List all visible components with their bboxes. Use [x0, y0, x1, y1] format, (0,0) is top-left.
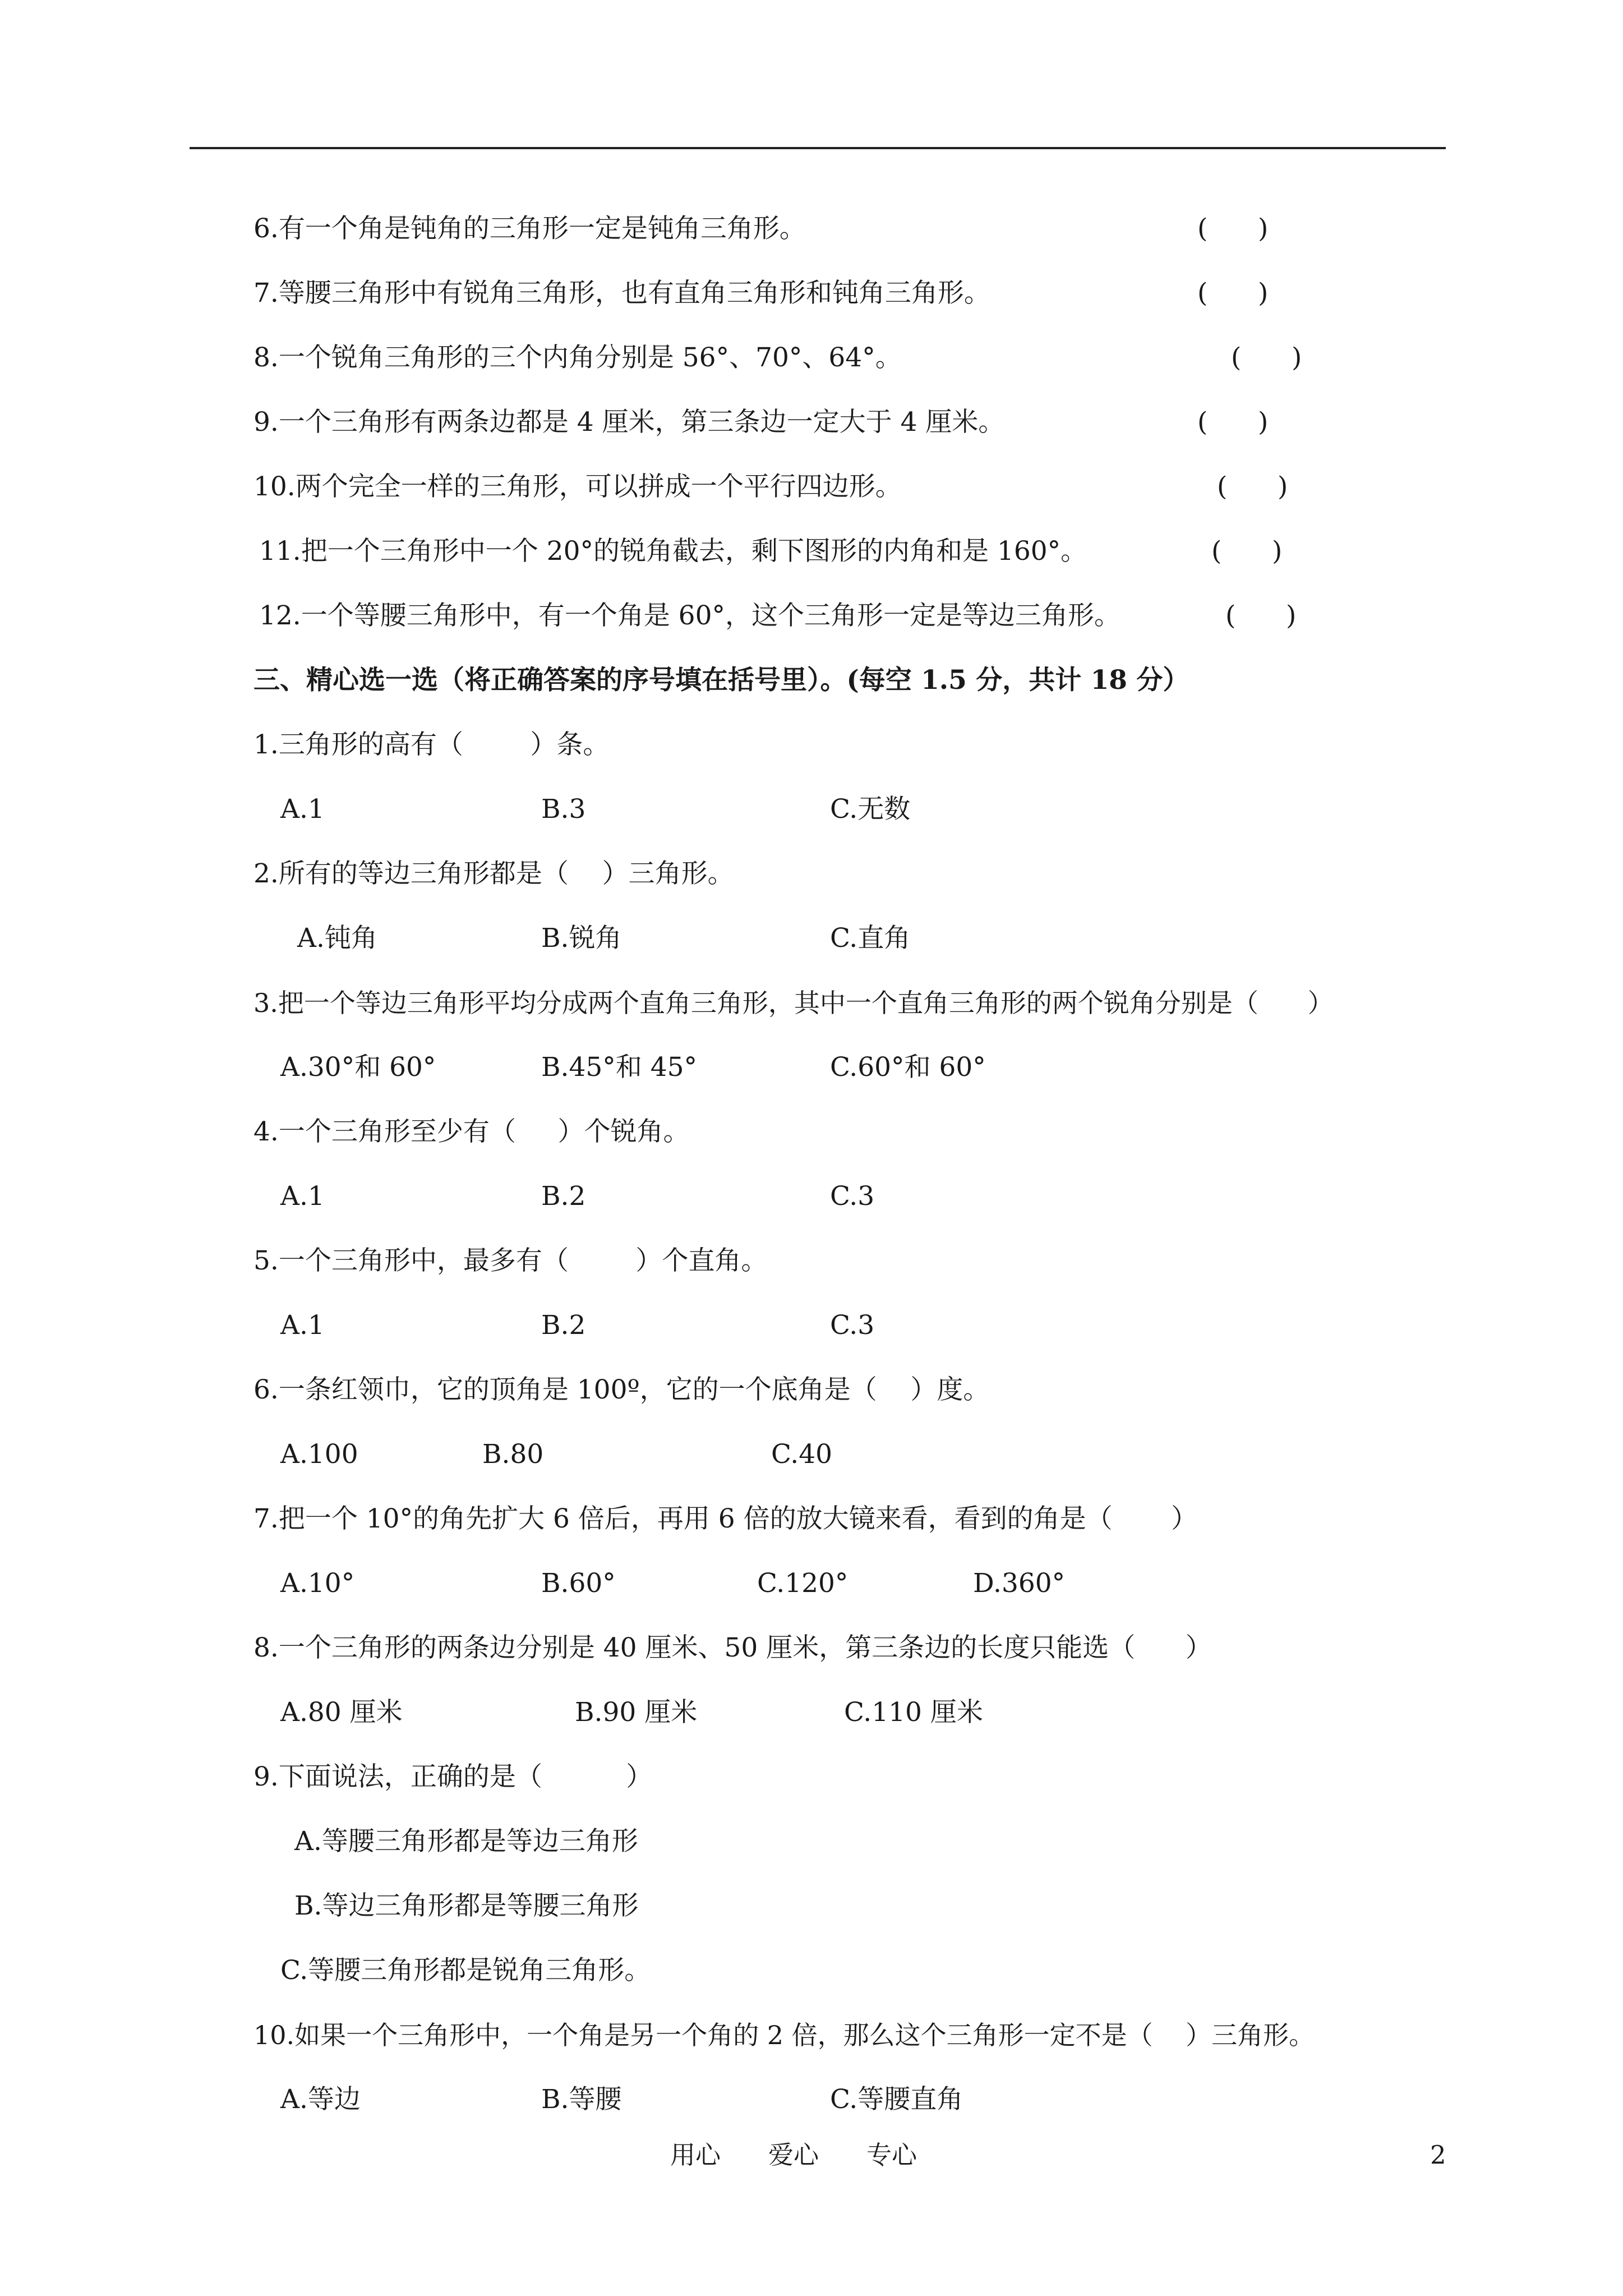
tf-item-8: 8.一个锐角三角形的三个内角分别是 56°、70°、64°。	[253, 342, 902, 373]
mc10-option-b[interactable]: B.等腰	[541, 2084, 622, 2115]
mc2-option-b[interactable]: B.锐角	[541, 923, 622, 954]
footer-right: 专心	[866, 2140, 917, 2170]
mc-question-5: 5.一个三角形中，最多有（ ）个直角。	[253, 1245, 768, 1276]
tf-item-11: 11.把一个三角形中一个 20°的锐角截去，剩下图形的内角和是 160°。	[259, 536, 1087, 567]
mc5-option-b[interactable]: B.2	[541, 1310, 586, 1341]
header-rule	[190, 147, 1446, 149]
mc-question-2: 2.所有的等边三角形都是（ ）三角形。	[253, 858, 734, 889]
mc7-option-d[interactable]: D.360°	[973, 1568, 1066, 1599]
answer-paren-10[interactable]: ( )	[1217, 471, 1288, 502]
mc-question-10: 10.如果一个三角形中，一个角是另一个角的 2 倍，那么这个三角形一定不是（ ）三角形。	[253, 2020, 1315, 2050]
tf-item-6: 6.有一个角是钝角的三角形一定是钝角三角形。	[253, 213, 806, 244]
mc6-option-c[interactable]: C.40	[771, 1439, 833, 1470]
mc5-option-c[interactable]: C.3	[830, 1310, 875, 1341]
mc1-option-b[interactable]: B.3	[541, 794, 586, 825]
mc-question-7: 7.把一个 10°的角先扩大 6 倍后，再用 6 倍的放大镜来看，看到的角是（ ）	[253, 1503, 1198, 1534]
mc10-option-a[interactable]: A.等边	[280, 2084, 361, 2115]
mc9-option-a[interactable]: A.等腰三角形都是等边三角形	[294, 1826, 638, 1857]
mc4-option-a[interactable]: A.1	[280, 1181, 325, 1212]
mc7-option-c[interactable]: C.120°	[757, 1568, 849, 1599]
answer-paren-8[interactable]: ( )	[1231, 342, 1302, 373]
mc-question-1: 1.三角形的高有（ ）条。	[253, 729, 610, 760]
mc-question-8: 8.一个三角形的两条边分别是 40 厘米、50 厘米，第三条边的长度只能选（ ）	[253, 1632, 1212, 1663]
mc3-option-a[interactable]: A.30°和 60°	[280, 1052, 436, 1083]
mc8-option-b[interactable]: B.90 厘米	[575, 1697, 698, 1728]
answer-paren-12[interactable]: ( )	[1225, 600, 1297, 631]
section-3-heading: 三、精心选一选（将正确答案的序号填在括号里）。(每空 1.5 分，共计 18 分）	[253, 665, 1189, 696]
mc4-option-b[interactable]: B.2	[541, 1181, 586, 1212]
mc9-option-c[interactable]: C.等腰三角形都是锐角三角形。	[280, 1955, 651, 1986]
tf-item-9: 9.一个三角形有两条边都是 4 厘米，第三条边一定大于 4 厘米。	[253, 407, 1005, 438]
mc8-option-a[interactable]: A.80 厘米	[280, 1697, 403, 1728]
mc6-option-a[interactable]: A.100	[280, 1439, 358, 1470]
mc2-option-a[interactable]: A.钝角	[297, 923, 377, 954]
mc-question-3: 3.把一个等边三角形平均分成两个直角三角形，其中一个直角三角形的两个锐角分别是（ ）	[253, 988, 1334, 1018]
mc8-option-c[interactable]: C.110 厘米	[844, 1697, 983, 1728]
mc6-option-b[interactable]: B.80	[482, 1439, 544, 1470]
mc4-option-c[interactable]: C.3	[830, 1181, 875, 1212]
answer-paren-11[interactable]: ( )	[1211, 536, 1283, 567]
tf-item-10: 10.两个完全一样的三角形，可以拼成一个平行四边形。	[253, 471, 902, 502]
tf-item-7: 7.等腰三角形中有锐角三角形，也有直角三角形和钝角三角形。	[253, 278, 990, 309]
answer-paren-6[interactable]: ( )	[1197, 213, 1269, 244]
footer-left: 用心	[670, 2140, 721, 2170]
mc3-option-c[interactable]: C.60°和 60°	[830, 1052, 986, 1083]
mc1-option-a[interactable]: A.1	[280, 794, 325, 825]
mc7-option-a[interactable]: A.10°	[280, 1568, 355, 1599]
mc-question-9: 9.下面说法，正确的是（ ）	[253, 1761, 653, 1792]
mc-question-6: 6.一条红领巾，它的顶角是 100º，它的一个底角是（ ）度。	[253, 1374, 990, 1405]
tf-item-12: 12.一个等腰三角形中，有一个角是 60°，这个三角形一定是等边三角形。	[259, 600, 1121, 631]
footer-mid: 爱心	[768, 2140, 819, 2170]
mc3-option-b[interactable]: B.45°和 45°	[541, 1052, 698, 1083]
mc2-option-c[interactable]: C.直角	[830, 923, 911, 954]
answer-paren-9[interactable]: ( )	[1197, 407, 1269, 438]
mc9-option-b[interactable]: B.等边三角形都是等腰三角形	[294, 1890, 639, 1921]
mc-question-4: 4.一个三角形至少有（ ）个锐角。	[253, 1116, 690, 1147]
page-number: 2	[1430, 2140, 1446, 2170]
mc1-option-c[interactable]: C.无数	[830, 794, 911, 825]
mc10-option-c[interactable]: C.等腰直角	[830, 2084, 963, 2115]
answer-paren-7[interactable]: ( )	[1197, 278, 1269, 309]
mc5-option-a[interactable]: A.1	[280, 1310, 325, 1341]
mc7-option-b[interactable]: B.60°	[541, 1568, 616, 1599]
